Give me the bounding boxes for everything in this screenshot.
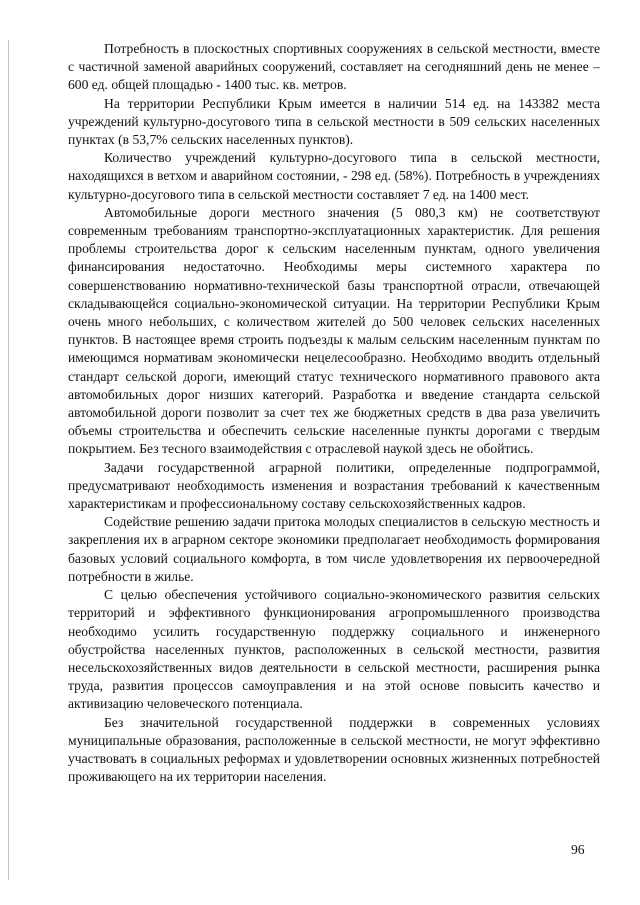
scan-edge-line: [8, 40, 9, 880]
paragraph-rural-development: С целью обеспечения устойчивого социально-экономического развития сельских территорий и эффективного функционирования агропромышленного производства необходимо усилить государственную поддержку социального и инженерного обустройства населенных пунктов, расположенных в сельской местности, развития несельскохозяйственных видов деятельности в сельской местности, расширения рынка труда, развития процессов самоуправления и на этой основе повысить качество и активизацию человеческого потенциала.: [68, 587, 600, 712]
paragraph-dilapidated-institutions: Количество учреждений культурно-досугового типа в сельской местности, находящихся в ветхом и аварийном состоянии, - 298 ед. (58%). Потребность в учреждениях культурно-досугового типа в сельской местности составляет 7 ед. на 1400 мест.: [68, 150, 600, 202]
paragraph-sports-facilities: Потребность в плоскостных спортивных сооружениях в сельской местности, вместе с частичной заменой аварийных сооружений, составляет на сегодняшний день не менее – 600 ед. общей площадью - 1400 тыс. кв. метров.: [68, 41, 600, 93]
document-body: [68, 40, 600, 786]
paragraph-state-support: Без значительной государственной поддержки в современных условиях муниципальные образования, расположенные в сельской местности, не могут эффективно участвовать в социальных реформах и удовлетворении основных жизненных потребностей проживающего на их территории населения.: [68, 714, 600, 785]
page-number: 96: [571, 842, 585, 857]
paragraph-young-specialists: Содействие решению задачи притока молодых специалистов в сельскую местность и закрепления их в аграрном секторе экономики предполагает необходимость формирования базовых условий социального комфорта, в том числе удовлетворения их первоочередной потребности в жилье.: [68, 514, 600, 584]
paragraph-local-roads: Автомобильные дороги местного значения (5 080,3 км) не соответствуют современным требованиям транспортно-эксплуатационных характеристик. Для решения проблемы строительства дорог к сельским населенным пунктам, одного увеличения финансирования недостаточно. Необходимы меры системного характера по совершенствованию нормативно-технической базы транспортной отрасли, отвечающей складывающейся социально-экономической ситуации. На территории Республики Крым очень много небольших, с количеством жителей до 500 человек сельских населенных пунктов. В настоящее время строить подъезды к малым сельским населенным пунктам по имеющимся нормативам экономически нецелесообразно. Необходимо вводить отдельный стандарт сельской дороги, имеющий статус технического нормативного правового акта автомобильных дорог низших категорий. Разработка и введение стандарта сельской автомобильной дороги позволит за счет тех же бюджетных средств в два раза увеличить объемы строительства и обеспечить сельские населенные пункты дорогами с твердым покрытием. Без тесного взаимодействия с отраслевой наукой здесь не обойтись.: [68, 204, 600, 457]
paragraph-cultural-institutions-count: На территории Республики Крым имеется в наличии 514 ед. на 143382 места учреждений культурно-досугового типа в сельской местности в 509 сельских населенных пунктах (в 53,7% сельских населенных пунктов).: [68, 95, 600, 148]
paragraph-agrarian-policy: Задачи государственной аграрной политики, определенные подпрограммой, предусматривают необходимость изменения и возрастания требований к качественным характеристикам и профессиональному составу сельскохозяйственных кадров.: [68, 459, 600, 512]
